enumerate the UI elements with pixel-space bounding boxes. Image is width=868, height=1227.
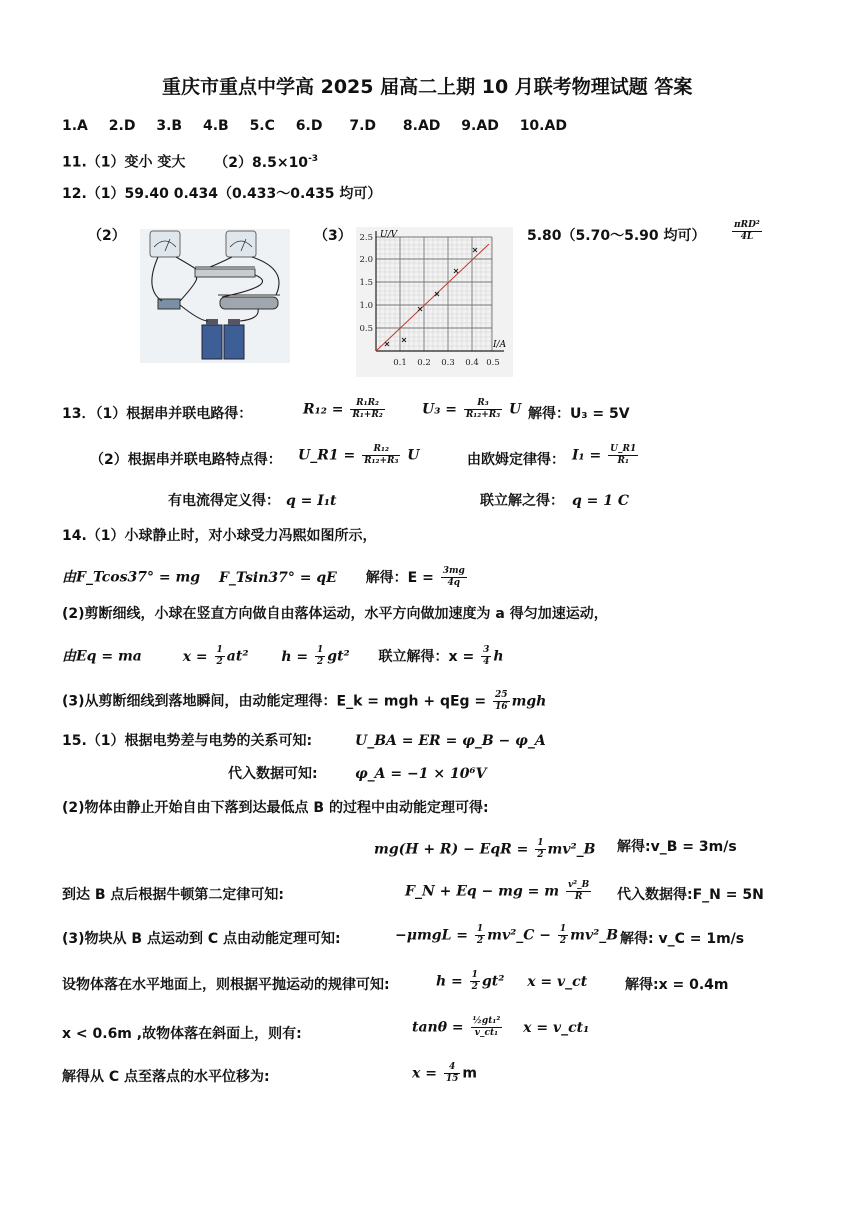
q15-final-num: 4 (444, 1062, 461, 1074)
mc-answer: 8.AD (402, 118, 441, 134)
q15-tan-lhs: tanθ = (412, 1019, 464, 1036)
graph-xtick: 0.4 (465, 358, 479, 368)
q15-bc-lhs: −μmgL = (395, 927, 469, 944)
q15-line4-sol: 解得:v_B = 3m/s (617, 839, 737, 855)
q15-bc-rhs: mv²_B (570, 927, 619, 944)
q14-x-lhs: x = (182, 648, 208, 665)
q15-energy-rhs: mv²_B (547, 841, 596, 858)
mc-answer: 10.AD (519, 118, 567, 134)
q15-newton-lhs: F_N + Eq − mg = m (405, 883, 560, 900)
q14-line4 (62, 645, 504, 668)
mc-answer: 2.D (108, 118, 136, 134)
q15-line8-eq (412, 1016, 589, 1039)
q15-final-lhs: x = (412, 1065, 437, 1082)
q13-q-val: q = 1 C (572, 493, 630, 509)
q13-u3-den: R₁₂+R₃ (465, 410, 501, 420)
mc-answer: 6.D (295, 118, 323, 134)
q13-i1-den: R₁ (617, 456, 629, 466)
q15-line8: x < 0.6m ,故物体落在斜面上，则有: (62, 1026, 302, 1042)
q15-half-num: 1 (559, 924, 567, 934)
q15-line5: 到达 B 点后根据牛顿第二定律可知: (62, 887, 285, 903)
mc-answer: 3.B (156, 118, 183, 134)
q15-final-unit: m (462, 1065, 477, 1082)
q13-r12-num: R₁R₂ (350, 398, 384, 410)
graph-ylabel: U/V (380, 230, 398, 240)
q15-half-den: 2 (559, 936, 567, 946)
q15-line3: (2)物体由静止开始自由下落到达最低点 B 的过程中由动能定理可得: (62, 800, 489, 816)
q14-sol-e: 解得：E = (365, 569, 434, 586)
q14-x-den: 4 (483, 657, 490, 667)
q12-slope: 5.80（5.70～5.90 均可） (527, 228, 706, 244)
q15-line1-eq: U_BA = ER = φ_B − φ_A (355, 733, 546, 749)
mc-answer-row (62, 117, 567, 135)
q15-line9-eq (412, 1062, 477, 1085)
q13-line3-label: 有电流得定义得： (168, 493, 280, 509)
q15-half-den: 2 (537, 850, 544, 860)
q13-line1-label: 13．（1）根据串并联电路得： (62, 406, 253, 422)
graph-ytick: 2.0 (359, 255, 373, 265)
q12-formula-den: 4L (740, 232, 754, 242)
q13-u3-tail: U (509, 401, 522, 418)
q12-formula (730, 220, 764, 243)
q14-h-lhs: h = (281, 648, 309, 665)
q15-line7: 设物体落在水平地面上，则根据平抛运动的规律可知: (62, 977, 390, 993)
mc-answer: 4.B (202, 118, 229, 134)
q15-x-eq: x = v_ct (527, 973, 588, 990)
q14-half-num: 1 (317, 645, 324, 655)
q15-line6-eq (395, 924, 618, 947)
page-title: 重庆市重点中学高 2025 届高二上期 10 月联考物理试题 答案 (162, 76, 693, 98)
q13-line2-label: （2）根据串并联电路特点得： (90, 452, 282, 468)
q15-line9: 解得从 C 点至落点的水平位移为: (62, 1069, 270, 1085)
graph-xtick: 0.2 (417, 358, 431, 368)
mc-answer: 9.AD (461, 118, 499, 134)
q14-line1: 14.（1）小球静止时，对小球受力冯熙如图所示， (62, 528, 377, 544)
q15-energy-lhs: mg(H + R) − EqR = (374, 841, 529, 858)
graph-xlabel: I/A (493, 340, 507, 350)
q13-u3 (422, 398, 521, 421)
q14-ek-den: 16 (495, 702, 508, 712)
q15-line6-sol: 解得: v_C = 1m/s (620, 931, 745, 947)
q15-line7-sol: 解得:x = 0.4m (625, 977, 729, 993)
q15-line6: (3)物块从 B 点运动到 C 点由动能定理可知: (62, 931, 341, 947)
q15-tan-den: v_ct₁ (474, 1028, 499, 1038)
q15-half-num: 1 (476, 924, 484, 934)
q11-exponent: -3 (308, 154, 319, 164)
q13-line3-sol-label: 联立解之得： (480, 493, 564, 509)
graph-ytick: 1.5 (359, 278, 373, 288)
graph-ytick: 0.5 (359, 324, 373, 334)
q13-r12-lhs: R₁₂ = (303, 401, 344, 418)
q15-line5-sol: 代入数据得:F_N = 5N (617, 887, 764, 903)
q13-q-eq: q = I₁t (286, 493, 337, 509)
q13-i1 (572, 444, 640, 467)
q14-ek-tail: mgh (511, 693, 547, 710)
q13-r12-den: R₁+R₂ (352, 410, 383, 420)
q13-ur1-num: R₁₂ (362, 444, 400, 456)
graph-xtick: 0.1 (393, 358, 407, 368)
q13-ur1-den: R₁₂+R₃ (364, 456, 399, 466)
circuit-diagram-svg (140, 229, 290, 363)
q14-half-den: 2 (317, 657, 324, 667)
q13-r12 (303, 398, 387, 421)
q12-part2-label: （2） (88, 228, 126, 244)
q14-eq1: 由F_Tcos37° = mg (62, 569, 201, 586)
q15-half-den: 2 (471, 982, 478, 992)
graph-ytick: 2.5 (359, 233, 373, 243)
q13-u3-num: R₃ (464, 398, 502, 410)
q14-h-rhs: gt² (327, 648, 350, 665)
q13-ur1-lhs: U_R1 = (298, 447, 356, 464)
q14-x-sol: 联立解得：x = (378, 648, 475, 665)
q15-line1: 15.（1）根据电势差与电势的关系可知: (62, 733, 313, 749)
q15-h-lhs: h = (436, 973, 463, 990)
mc-answer: 7.D (349, 118, 377, 134)
graph-xtick: 0.5 (486, 358, 500, 368)
q11-part1: 11.（1）变小 变大 (62, 154, 186, 171)
graph-ytick: 1.0 (359, 301, 373, 311)
graph-xtick: 0.3 (441, 358, 455, 368)
q12-part3-label: （3） (314, 228, 352, 244)
q15-bc-mid: mv²_C − (487, 927, 551, 944)
q13-solution1: 解得：U₃ = 5V (528, 406, 630, 422)
q15-h-rhs: gt² (481, 973, 505, 990)
q13-ur1-tail: U (407, 447, 420, 464)
ui-graph-svg (356, 227, 513, 377)
q15-line2-eq: φ_A = −1 × 10⁶V (355, 766, 487, 782)
q11-line (62, 150, 318, 172)
q15-half-num: 1 (471, 970, 478, 980)
q14-half-num: 1 (216, 645, 223, 655)
q15-half-den: 2 (476, 936, 484, 946)
q13-u3-lhs: U₃ = (422, 401, 457, 418)
q14-e-num: 3mg (442, 566, 465, 576)
q15-line4-eq (374, 838, 595, 861)
q11-part2: （2）8.5×10 (214, 154, 309, 171)
ui-graph (356, 227, 513, 377)
q14-x-tail: h (493, 648, 504, 665)
q15-newton-num: v²_B (567, 880, 590, 890)
q14-half-den: 2 (216, 657, 223, 667)
q13-ohm-label: 由欧姆定律得： (467, 452, 565, 468)
q14-line5 (62, 690, 546, 713)
q14-x-rhs: at² (226, 648, 249, 665)
q15-x-t1: x = v_ct₁ (523, 1019, 590, 1036)
q14-line3: (2)剪断细线，小球在竖直方向做自由落体运动，水平方向做加速度为 a 得匀加速运动， (62, 606, 608, 622)
q15-newton-den: R (574, 892, 583, 902)
q14-eq-ma: 由Eq = ma (62, 648, 142, 665)
circuit-diagram (140, 229, 290, 363)
q14-eq2: F_Tsin37° = qE (218, 569, 337, 586)
q15-half-num: 1 (537, 838, 544, 848)
q12-line1: 12.（1）59.40 0.434（0.433～0.435 均可） (62, 186, 382, 202)
q14-e-den: 4q (447, 578, 461, 588)
mc-answer: 5.C (249, 118, 275, 134)
q14-x-num: 3 (483, 645, 490, 655)
q13-ur1 (298, 444, 420, 467)
q15-tan-num: ½gt₁² (472, 1016, 501, 1026)
q13-i1-num: U_R1 (610, 444, 637, 454)
q14-ek-num: 25 (495, 690, 508, 700)
q14-line2 (62, 566, 469, 589)
q15-line2: 代入数据可知: (228, 766, 318, 782)
mc-answer: 1.A (62, 118, 88, 134)
q15-line5-eq (405, 880, 593, 903)
q14-ek-eq: (3)从剪断细线到落地瞬间，由动能定理得：E_k = mgh + qEg = (62, 693, 487, 710)
q15-final-den: 15 (445, 1074, 459, 1084)
q15-line7-eq (436, 970, 587, 993)
q12-formula-num: πRD² (734, 220, 760, 230)
q13-i1-lhs: I₁ = (572, 447, 602, 464)
